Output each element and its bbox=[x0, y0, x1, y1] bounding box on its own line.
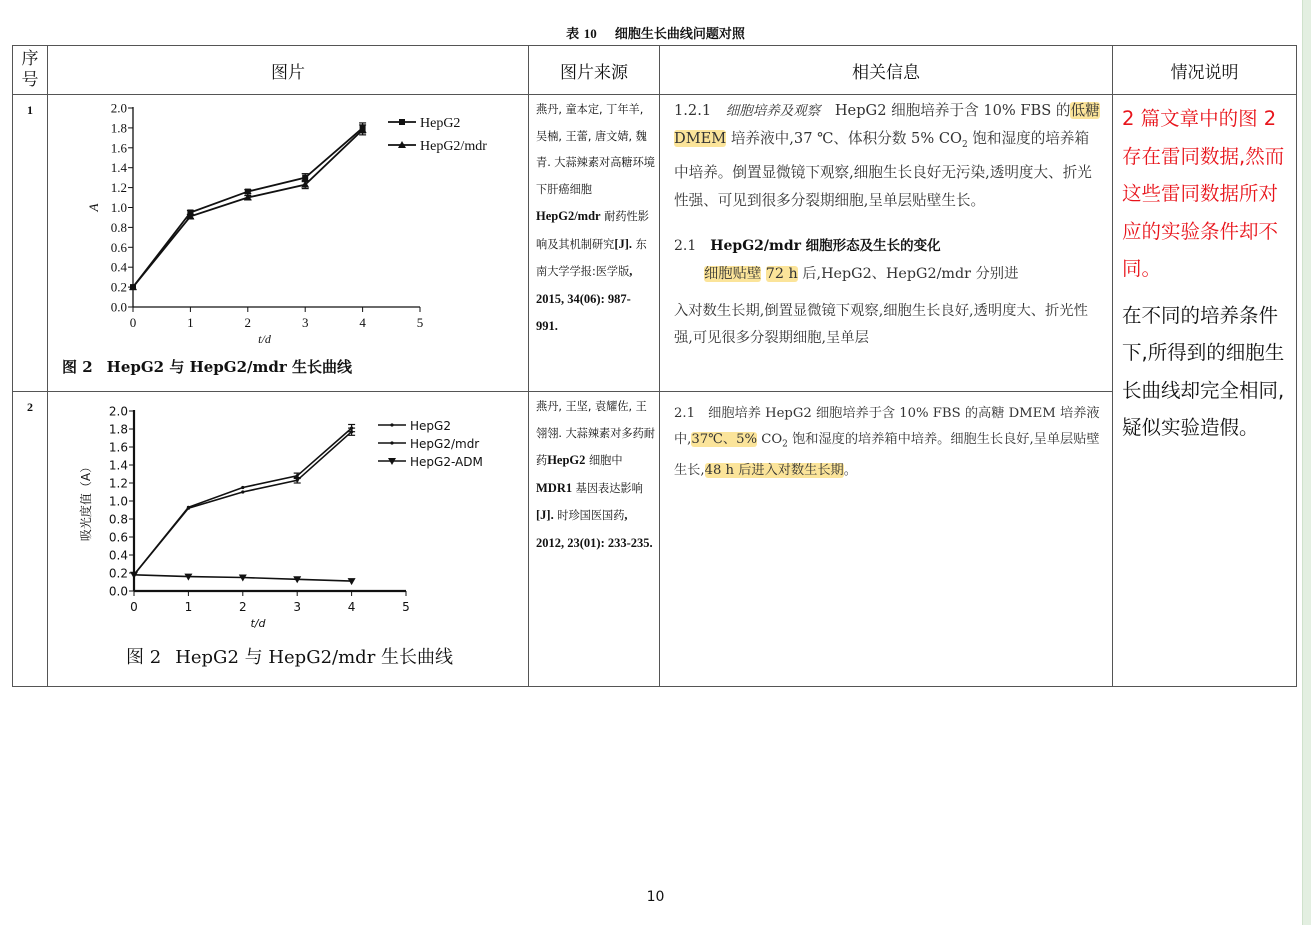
y-tick-label: 0.2 bbox=[108, 566, 128, 581]
subscript: 2 bbox=[961, 139, 968, 150]
x-tick-label: 3 bbox=[293, 600, 302, 614]
row-number: 1 bbox=[13, 95, 48, 392]
x-tick-label: 3 bbox=[301, 315, 309, 330]
series-line-hepg2 bbox=[134, 428, 352, 575]
figure-cell bbox=[48, 95, 529, 392]
x-tick-label: 0 bbox=[130, 600, 138, 614]
x-tick-label: 2 bbox=[238, 600, 247, 614]
growth-curve-chart-2 bbox=[48, 392, 529, 682]
citation-bold: HepG2 bbox=[547, 453, 586, 467]
section-heading: 细胞形态及生长的变化 bbox=[800, 237, 941, 254]
y-tick-label: 1.2 bbox=[108, 476, 128, 491]
y-tick-label: 0.8 bbox=[108, 512, 128, 527]
caption-number: 10 bbox=[583, 26, 597, 41]
citation-authors-title: 燕丹, 童本定, 丁年羊, 吴楠, 王蕾, 唐文婧, 魏青. 大蒜辣素对高糖环境下肝癌细胞 bbox=[536, 103, 655, 196]
dot-marker bbox=[241, 490, 244, 493]
y-tick-label: 1.0 bbox=[108, 494, 128, 509]
table-caption bbox=[0, 23, 1311, 42]
x-tick-label: 4 bbox=[347, 600, 356, 614]
header-info: 相关信息 bbox=[660, 46, 1113, 95]
legend-label: HepG2 bbox=[420, 116, 461, 131]
citation-type: [J]. bbox=[536, 508, 554, 522]
header-seq-line2: 号 bbox=[21, 70, 39, 90]
x-axis-label: t/d bbox=[258, 332, 271, 346]
y-tick-label: 0.0 bbox=[110, 299, 127, 315]
legend-label: HepG2/mdr bbox=[420, 139, 487, 154]
info-section-2-heading bbox=[674, 231, 1102, 261]
citation-volume: , 2012, 23(01): 233-235. bbox=[536, 508, 653, 550]
x-tick-label: 5 bbox=[402, 600, 410, 614]
dot-marker bbox=[390, 441, 393, 444]
highlight: DMEM bbox=[674, 130, 727, 147]
dot-marker bbox=[296, 479, 299, 482]
y-tick-label: 0.8 bbox=[110, 219, 127, 235]
y-tick-label: 0.6 bbox=[110, 239, 127, 255]
figure-cell bbox=[48, 392, 529, 687]
citation-volume: , 2015, 34(06): 987- 991. bbox=[536, 264, 633, 333]
y-tick-label: 0.2 bbox=[110, 279, 127, 295]
y-tick-label: 1.4 bbox=[108, 458, 128, 473]
section-number: 2.1 bbox=[674, 237, 711, 254]
source-citation bbox=[529, 392, 660, 687]
figure-caption bbox=[62, 358, 353, 376]
related-info bbox=[660, 392, 1113, 687]
info-text: 入对数生长期,倒置显微镜下观察,细胞生长良好,透明度大、折光性强,可见很多分裂期细胞,呈单层 bbox=[674, 302, 1088, 346]
x-tick-label: 1 bbox=[187, 315, 194, 330]
citation-title-rest: 细胞中 bbox=[585, 454, 623, 467]
highlight: 37℃、5% bbox=[691, 432, 758, 447]
info-text: 。 bbox=[843, 462, 857, 478]
caption-title: 细胞生长曲线问题对照 bbox=[614, 27, 745, 42]
series-line-hepg2 bbox=[133, 128, 363, 287]
caption-prefix: 表 bbox=[566, 27, 580, 42]
dot-marker bbox=[187, 507, 190, 510]
dot-marker bbox=[390, 423, 393, 426]
series-line-hepg2-mdr bbox=[134, 432, 352, 575]
section-heading: 细胞培养及观察 bbox=[725, 103, 821, 119]
dot-marker bbox=[350, 430, 353, 433]
y-axis-label: A bbox=[86, 203, 101, 212]
y-tick-label: 1.0 bbox=[110, 200, 127, 215]
citation-type: [J]. bbox=[614, 236, 633, 251]
legend-label: HepG2/mdr bbox=[410, 437, 480, 451]
x-axis-label: t/d bbox=[250, 617, 266, 630]
x-tick-label: 1 bbox=[184, 600, 193, 614]
figure-number: 图 2 bbox=[126, 647, 162, 668]
citation-title-rest: 基因表达影响 bbox=[572, 481, 643, 495]
y-tick-label: 1.8 bbox=[108, 422, 128, 437]
highlight: 低糖 bbox=[1070, 102, 1100, 119]
citation-bold: HepG2/mdr bbox=[536, 209, 601, 223]
series-line-hepg2-mdr bbox=[133, 130, 363, 287]
header-figure: 图片 bbox=[48, 46, 529, 95]
figure-number: 图 2 bbox=[62, 358, 93, 376]
subscript: 2 bbox=[782, 439, 788, 450]
header-note: 情况说明 bbox=[1113, 46, 1297, 95]
comparison-table bbox=[12, 45, 1297, 687]
citation-journal: 东南大学学报:医学版 bbox=[536, 237, 647, 278]
y-tick-label: 1.8 bbox=[110, 120, 127, 136]
x-tick-label: 0 bbox=[129, 315, 137, 330]
growth-curve-chart-1 bbox=[48, 95, 529, 387]
figure-caption bbox=[126, 647, 453, 668]
y-tick-label: 0.0 bbox=[108, 584, 128, 599]
header-source: 图片来源 bbox=[529, 46, 660, 95]
info-text: 2.1 细胞培养 HepG2 细胞培养于含 10% FBS 的高糖 DMEM 培养液中, bbox=[674, 406, 1100, 447]
source-citation bbox=[529, 95, 660, 392]
info-paragraph bbox=[674, 392, 1102, 484]
table-row bbox=[13, 392, 1297, 687]
dot-marker bbox=[241, 486, 244, 489]
y-tick-label: 2.0 bbox=[110, 100, 127, 116]
highlight: 72 h bbox=[765, 265, 798, 282]
page-number: 10 bbox=[646, 889, 665, 905]
info-text: CO bbox=[757, 432, 783, 447]
y-tick-label: 1.6 bbox=[110, 140, 127, 156]
note-red-text: 2 篇文章中的图 2 存在雷同数据,然而这些雷同数据所对应的实验条件却不同。 bbox=[1122, 107, 1285, 280]
info-text: 后,HepG2、HepG2/mdr 分别进 bbox=[797, 265, 1019, 282]
y-tick-label: 0.4 bbox=[108, 548, 128, 563]
citation-title-rest: 耐药性影响及其机制研究 bbox=[536, 210, 649, 251]
square-marker bbox=[399, 119, 405, 125]
section-heading: HepG2/mdr bbox=[710, 237, 801, 254]
info-text: 培养液中,37 ℃、体积分数 5% CO bbox=[726, 130, 962, 147]
situation-note bbox=[1113, 95, 1297, 687]
row-number: 2 bbox=[13, 392, 48, 687]
y-tick-label: 1.2 bbox=[110, 180, 127, 196]
citation-authors-title: 燕丹, 王坚, 袁耀佐, 王翎翎. 大蒜辣素对多药耐药 bbox=[536, 400, 655, 467]
highlight: 48 h 后进入对数生长期 bbox=[704, 462, 844, 478]
x-tick-label: 5 bbox=[416, 315, 424, 330]
section-number: 1.2.1 bbox=[674, 102, 726, 119]
legend-label: HepG2-ADM bbox=[410, 455, 483, 469]
table-row bbox=[13, 95, 1297, 392]
y-tick-label: 1.4 bbox=[110, 160, 127, 176]
page-edge-strip bbox=[1302, 0, 1311, 925]
info-text: 饱和湿度的培养箱中培养。倒置显微镜下观察,细胞生长良好无污染,透明度大、折光性强、可见到很多分裂期细胞,呈单层贴壁生长。 bbox=[674, 130, 1092, 209]
y-tick-label: 2.0 bbox=[108, 404, 128, 419]
info-text: 饱和湿度的培养箱中培养。细胞生长良好,呈单层贴壁生长, bbox=[674, 432, 1100, 478]
x-tick-label: 4 bbox=[359, 315, 366, 330]
header-seq bbox=[13, 46, 48, 95]
highlight: 细胞贴壁 bbox=[704, 265, 762, 282]
x-tick-label: 2 bbox=[244, 315, 252, 330]
y-tick-label: 0.4 bbox=[110, 259, 127, 275]
square-marker bbox=[302, 175, 308, 181]
figure-title: HepG2 与 HepG2/mdr 生长曲线 bbox=[175, 647, 454, 668]
info-text: HepG2 细胞培养于含 10% FBS 的 bbox=[820, 102, 1071, 119]
info-paragraph-1 bbox=[674, 95, 1102, 215]
info-paragraph-2 bbox=[674, 261, 1102, 352]
citation-bold: MDR1 bbox=[536, 480, 573, 495]
related-info bbox=[660, 95, 1113, 392]
y-tick-label: 0.6 bbox=[108, 530, 128, 545]
citation-journal: 时珍国医国药 bbox=[553, 509, 625, 522]
header-row bbox=[13, 46, 1297, 95]
y-axis-label: 吸光度值（A） bbox=[79, 460, 93, 542]
header-seq-line1: 序 bbox=[21, 49, 39, 69]
y-tick-label: 1.6 bbox=[108, 440, 128, 455]
legend-label: HepG2 bbox=[410, 419, 451, 433]
dot-marker bbox=[296, 474, 299, 477]
figure-title: HepG2 与 HepG2/mdr 生长曲线 bbox=[106, 358, 352, 376]
note-black-text: 在不同的培养条件下,所得到的细胞生长曲线却完全相同,疑似实验造假。 bbox=[1122, 303, 1285, 439]
